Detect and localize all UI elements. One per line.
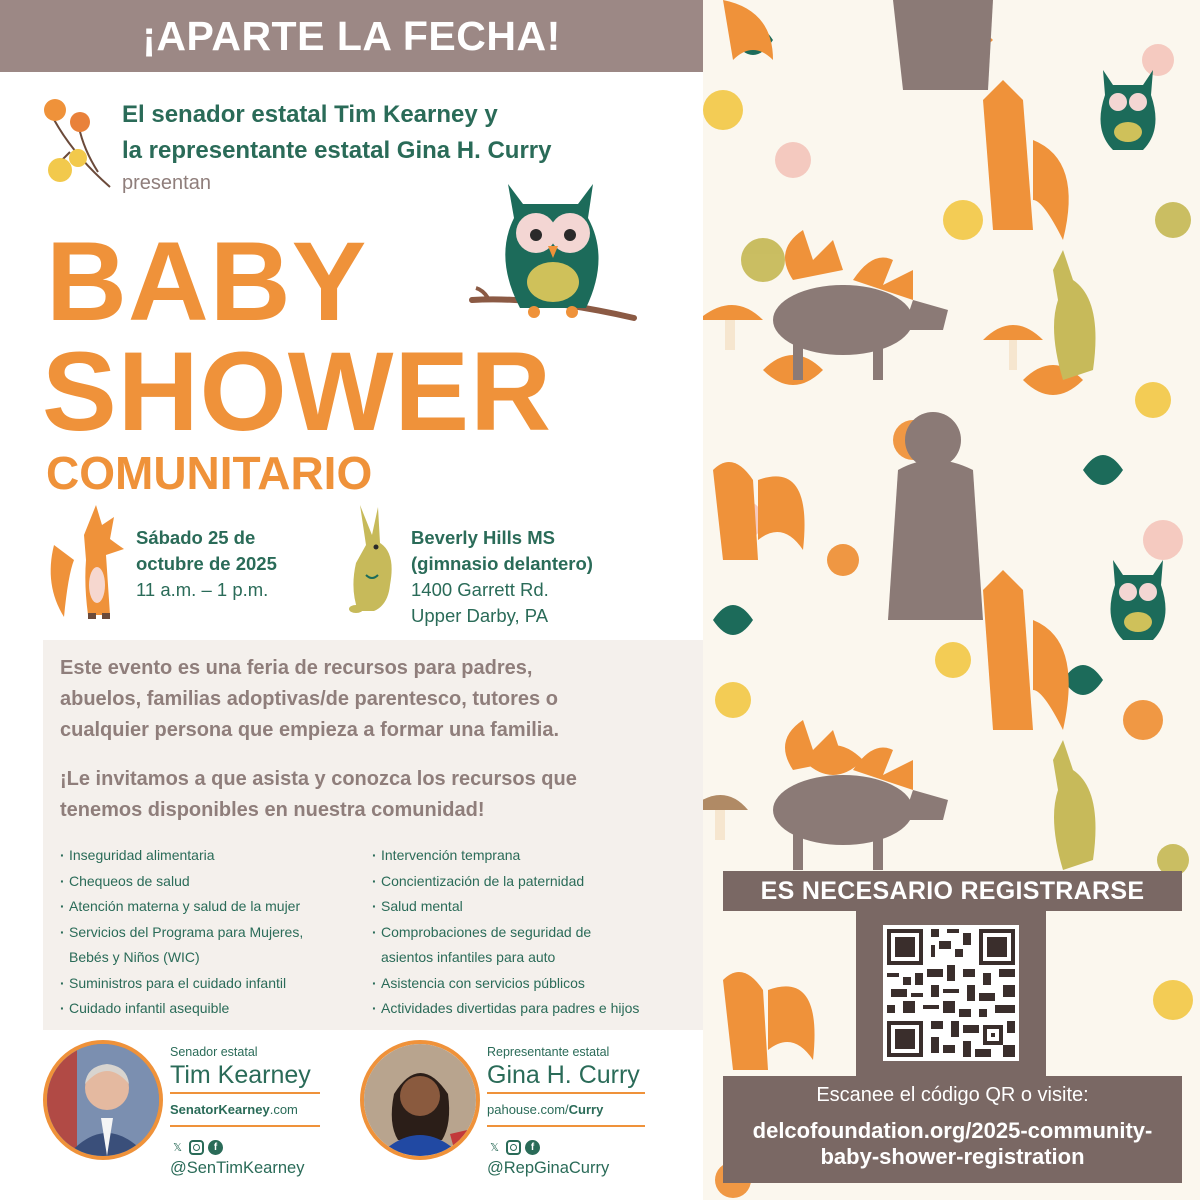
rep-website-part: SenatorKearney (170, 1102, 270, 1117)
owl-icon (468, 178, 638, 338)
hosts-presentan: presentan (122, 172, 211, 194)
divider (487, 1125, 645, 1127)
rep-role: Representante estatal (487, 1045, 610, 1059)
resource-item: · Comprobaciones de seguridad de (372, 920, 692, 946)
resources-list-left (60, 843, 360, 1022)
registration-url-line-2: baby-shower-registration (820, 1144, 1085, 1169)
instagram-icon[interactable] (189, 1140, 204, 1155)
rep-website-part: .com (269, 1102, 298, 1117)
registration-url[interactable] (723, 1118, 1182, 1170)
avatar (360, 1040, 480, 1160)
intro-paragraph (60, 653, 680, 746)
divider (170, 1125, 320, 1127)
rep-handle[interactable]: @RepGinaCurry (487, 1159, 610, 1177)
social-icons (170, 1140, 223, 1155)
resource-item: · Cuidado infantil asequible (60, 996, 360, 1022)
berry-sprig-icon (40, 92, 118, 192)
title-shower: SHOWER (42, 329, 552, 454)
event-date-block (136, 525, 277, 603)
rep-handle[interactable]: @SenTimKearney (170, 1159, 305, 1177)
portrait-placeholder-icon (47, 1044, 159, 1156)
registration-heading-band (723, 871, 1182, 911)
scan-instruction: Escanee el código QR o visite: (816, 1084, 1089, 1106)
title-comunitario: COMUNITARIO (46, 447, 373, 499)
resource-item: · Asistencia con servicios públicos (372, 971, 692, 997)
invite-paragraph (60, 764, 680, 826)
banner-title: ¡APARTE LA FECHA! (142, 12, 561, 59)
title-baby: BABY (46, 219, 368, 344)
intro-line: abuelos, familias adoptivas/de parentesco, tutores o (60, 688, 558, 710)
resource-item: · Inseguridad alimentaria (60, 843, 360, 869)
instagram-icon[interactable] (506, 1140, 521, 1155)
x-icon[interactable]: 𝕏 (490, 1142, 499, 1154)
venue-address-2: Upper Darby, PA (411, 605, 549, 626)
qr-code[interactable] (883, 925, 1019, 1061)
facebook-icon[interactable]: f (525, 1140, 540, 1155)
facebook-icon[interactable]: f (208, 1140, 223, 1155)
event-date-line-1: Sábado 25 de (136, 527, 256, 548)
resource-item: · Actividades divertidas para padres e hijos (372, 996, 692, 1022)
rep-name: Tim Kearney (170, 1061, 311, 1089)
venue-detail: (gimnasio delantero) (411, 553, 593, 574)
qr-code-icon (883, 925, 1019, 1061)
divider (487, 1092, 645, 1094)
rep-website-part: pahouse.com/ (487, 1102, 569, 1117)
divider (170, 1092, 320, 1094)
event-venue-block (411, 525, 593, 629)
rep-role: Senador estatal (170, 1045, 258, 1059)
resource-item: · Suministros para el cuidado infantil (60, 971, 360, 997)
resource-item-continued: asientos infantiles para auto (381, 949, 556, 965)
event-date-line-2: octubre de 2025 (136, 553, 277, 574)
resource-item: · Intervención temprana (372, 843, 692, 869)
registration-url-line-1: delcofoundation.org/2025-community- (752, 1118, 1153, 1143)
resource-item: · Salud mental (372, 894, 692, 920)
hosts-line-2: la representante estatal Gina H. Curry (122, 137, 552, 164)
venue-address-1: 1400 Garrett Rd. (411, 579, 549, 600)
avatar (43, 1040, 163, 1160)
resource-item: · Atención materna y salud de la mujer (60, 894, 360, 920)
resource-item-continued: Bebés y Niños (WIC) (69, 949, 200, 965)
intro-line: cualquier persona que empieza a formar una familia. (60, 719, 560, 741)
invite-line: ¡Le invitamos a que asista y conozca los recursos que (60, 768, 577, 790)
registration-visit-box (723, 1076, 1182, 1183)
rep-website-link[interactable] (487, 1102, 603, 1117)
resource-item: · Chequeos de salud (60, 869, 360, 895)
hosts-line-1: El senador estatal Tim Kearney y (122, 101, 498, 128)
venue-name: Beverly Hills MS (411, 527, 555, 548)
registration-heading: ES NECESARIO REGISTRARSE (760, 876, 1145, 905)
rep-website-part: Curry (568, 1102, 604, 1117)
fox-icon (44, 505, 134, 625)
rabbit-icon (338, 505, 408, 615)
rep-website-link[interactable] (170, 1102, 298, 1117)
resources-list-right (372, 843, 692, 1022)
invite-line: tenemos disponibles en nuestra comunidad! (60, 799, 485, 821)
x-icon[interactable]: 𝕏 (173, 1142, 182, 1154)
intro-line: Este evento es una feria de recursos para padres, (60, 657, 533, 679)
social-icons (487, 1140, 540, 1155)
event-time: 11 a.m. – 1 p.m. (136, 579, 269, 600)
rep-name: Gina H. Curry (487, 1061, 640, 1089)
portrait-placeholder-icon (364, 1044, 476, 1156)
save-the-date-banner (0, 0, 703, 72)
resource-item: · Servicios del Programa para Mujeres, (60, 920, 360, 946)
resource-item: · Concientización de la paternidad (372, 869, 692, 895)
